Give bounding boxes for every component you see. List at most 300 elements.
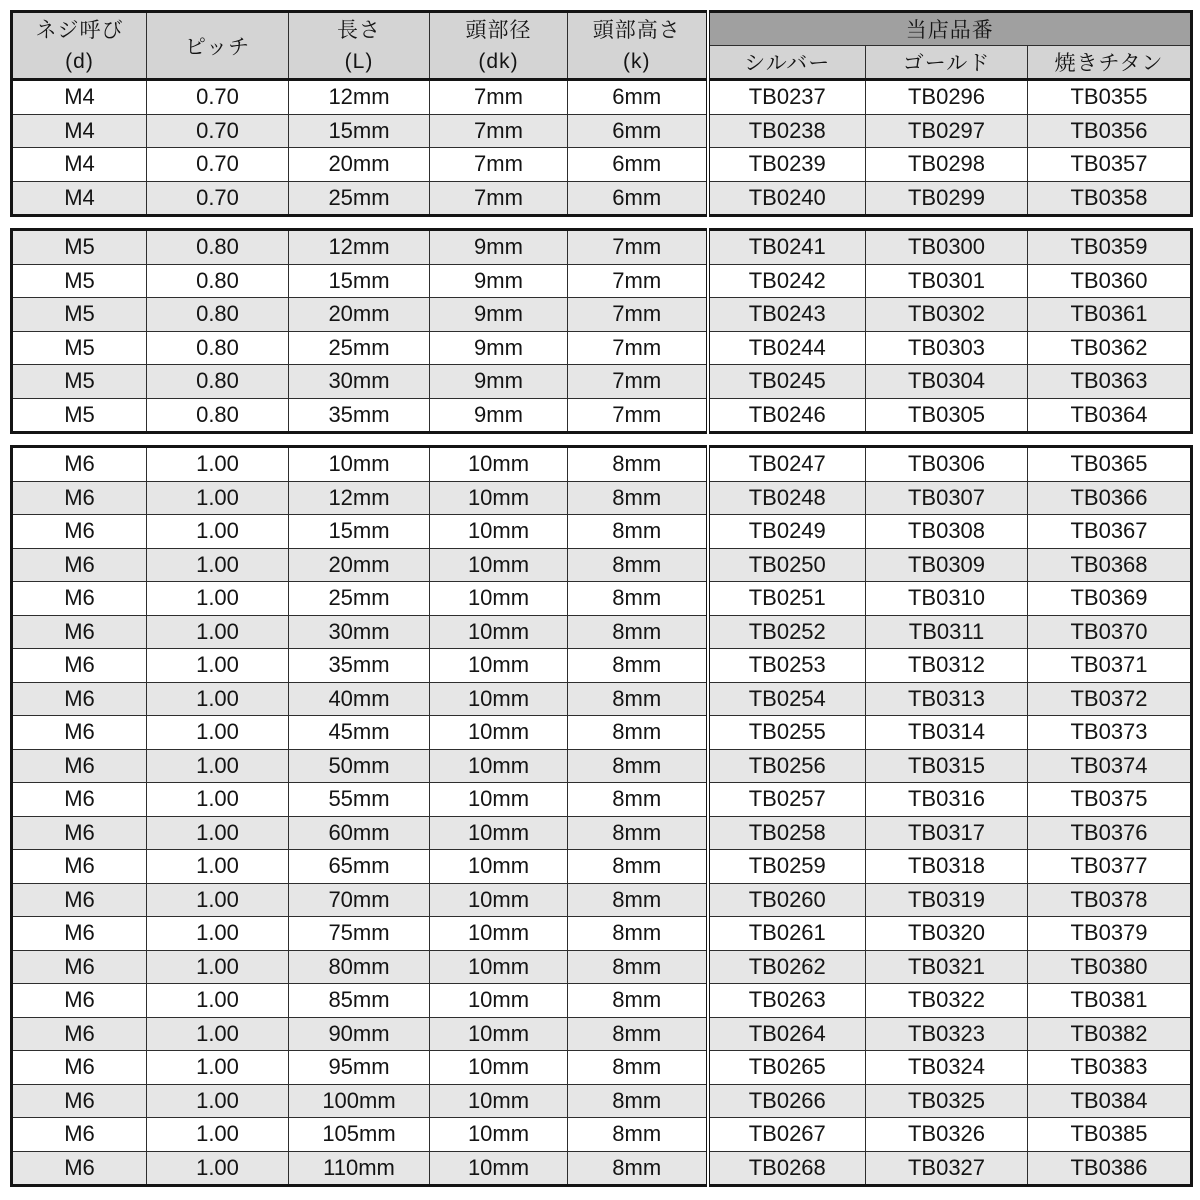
- cell-head-dia: 7mm: [430, 80, 568, 115]
- col-header-length-label: 長さ: [337, 18, 381, 42]
- cell-part-titanium: TB0373: [1028, 716, 1192, 750]
- cell-head-dia: 9mm: [430, 298, 568, 332]
- cell-pitch: 1.00: [147, 1151, 289, 1186]
- cell-head-height: 8mm: [568, 682, 708, 716]
- cell-size: M6: [12, 447, 147, 482]
- cell-head-dia: 9mm: [430, 331, 568, 365]
- cell-part-silver: TB0259: [708, 850, 866, 884]
- cell-size: M6: [12, 783, 147, 817]
- cell-head-dia: 10mm: [430, 481, 568, 515]
- spec-table-header: [12, 12, 1192, 80]
- cell-head-dia: 10mm: [430, 716, 568, 750]
- cell-head-height: 6mm: [568, 148, 708, 182]
- cell-pitch: 1.00: [147, 1118, 289, 1152]
- cell-head-height: 8mm: [568, 950, 708, 984]
- cell-part-titanium: TB0366: [1028, 481, 1192, 515]
- cell-pitch: 1.00: [147, 850, 289, 884]
- cell-part-silver: TB0245: [708, 365, 866, 399]
- cell-pitch: 1.00: [147, 515, 289, 549]
- cell-pitch: 0.80: [147, 331, 289, 365]
- cell-length: 20mm: [289, 548, 430, 582]
- cell-size: M6: [12, 816, 147, 850]
- cell-pitch: 0.70: [147, 114, 289, 148]
- cell-length: 105mm: [289, 1118, 430, 1152]
- cell-part-gold: TB0298: [866, 148, 1028, 182]
- cell-part-gold: TB0300: [866, 230, 1028, 265]
- cell-part-gold: TB0299: [866, 181, 1028, 216]
- cell-head-dia: 10mm: [430, 1084, 568, 1118]
- cell-part-gold: TB0296: [866, 80, 1028, 115]
- spec-row: [12, 548, 1192, 582]
- cell-part-titanium: TB0379: [1028, 917, 1192, 951]
- cell-pitch: 1.00: [147, 984, 289, 1018]
- cell-part-silver: TB0252: [708, 615, 866, 649]
- spec-row: [12, 1051, 1192, 1085]
- cell-part-gold: TB0308: [866, 515, 1028, 549]
- cell-part-titanium: TB0371: [1028, 649, 1192, 683]
- cell-pitch: 0.80: [147, 264, 289, 298]
- col-header-length-symbol: (L): [344, 49, 374, 73]
- cell-length: 20mm: [289, 148, 430, 182]
- spec-row: [12, 850, 1192, 884]
- cell-pitch: 1.00: [147, 716, 289, 750]
- cell-part-titanium: TB0381: [1028, 984, 1192, 1018]
- cell-head-dia: 10mm: [430, 950, 568, 984]
- cell-head-dia: 9mm: [430, 398, 568, 433]
- spec-row: [12, 1151, 1192, 1186]
- cell-size: M5: [12, 264, 147, 298]
- cell-part-gold: TB0314: [866, 716, 1028, 750]
- spec-row: [12, 950, 1192, 984]
- cell-length: 110mm: [289, 1151, 430, 1186]
- cell-length: 60mm: [289, 816, 430, 850]
- spec-row: [12, 331, 1192, 365]
- spec-row: [12, 298, 1192, 332]
- cell-part-gold: TB0316: [866, 783, 1028, 817]
- spec-row: [12, 716, 1192, 750]
- cell-length: 55mm: [289, 783, 430, 817]
- cell-head-height: 7mm: [568, 398, 708, 433]
- col-header-part-titanium: 焼きチタン: [1028, 46, 1192, 80]
- cell-length: 15mm: [289, 264, 430, 298]
- col-header-head-dia: [430, 12, 568, 80]
- cell-length: 12mm: [289, 80, 430, 115]
- cell-head-height: 6mm: [568, 80, 708, 115]
- cell-size: M5: [12, 298, 147, 332]
- cell-part-titanium: TB0360: [1028, 264, 1192, 298]
- cell-part-titanium: TB0383: [1028, 1051, 1192, 1085]
- cell-part-gold: TB0312: [866, 649, 1028, 683]
- cell-pitch: 1.00: [147, 1051, 289, 1085]
- col-header-part-silver: シルバー: [708, 46, 866, 80]
- cell-pitch: 1.00: [147, 917, 289, 951]
- spec-row: [12, 230, 1192, 265]
- cell-size: M6: [12, 1084, 147, 1118]
- col-header-pitch: ピッチ: [147, 12, 289, 80]
- cell-head-height: 6mm: [568, 114, 708, 148]
- cell-head-dia: 7mm: [430, 148, 568, 182]
- cell-part-titanium: TB0372: [1028, 682, 1192, 716]
- cell-part-gold: TB0313: [866, 682, 1028, 716]
- cell-pitch: 1.00: [147, 883, 289, 917]
- cell-head-height: 8mm: [568, 1151, 708, 1186]
- cell-size: M6: [12, 984, 147, 1018]
- cell-size: M5: [12, 398, 147, 433]
- cell-length: 25mm: [289, 331, 430, 365]
- cell-head-dia: 10mm: [430, 783, 568, 817]
- cell-head-height: 8mm: [568, 1084, 708, 1118]
- cell-part-titanium: TB0369: [1028, 582, 1192, 616]
- cell-part-gold: TB0306: [866, 447, 1028, 482]
- cell-head-dia: 10mm: [430, 816, 568, 850]
- col-header-size-label: ネジ呼び: [35, 18, 124, 42]
- cell-head-dia: 10mm: [430, 615, 568, 649]
- cell-pitch: 1.00: [147, 1084, 289, 1118]
- cell-length: 20mm: [289, 298, 430, 332]
- cell-length: 12mm: [289, 481, 430, 515]
- cell-length: 30mm: [289, 615, 430, 649]
- cell-part-gold: TB0303: [866, 331, 1028, 365]
- spec-table-m6: [10, 445, 1193, 1187]
- cell-part-titanium: TB0376: [1028, 816, 1192, 850]
- cell-pitch: 0.70: [147, 80, 289, 115]
- cell-part-silver: TB0266: [708, 1084, 866, 1118]
- cell-head-dia: 10mm: [430, 582, 568, 616]
- cell-part-gold: TB0325: [866, 1084, 1028, 1118]
- cell-head-dia: 7mm: [430, 181, 568, 216]
- cell-part-silver: TB0253: [708, 649, 866, 683]
- cell-part-silver: TB0264: [708, 1017, 866, 1051]
- spec-row: [12, 917, 1192, 951]
- cell-pitch: 1.00: [147, 682, 289, 716]
- cell-length: 90mm: [289, 1017, 430, 1051]
- cell-size: M6: [12, 582, 147, 616]
- spec-row: [12, 365, 1192, 399]
- cell-length: 30mm: [289, 365, 430, 399]
- cell-head-height: 8mm: [568, 1017, 708, 1051]
- cell-part-titanium: TB0362: [1028, 331, 1192, 365]
- cell-part-gold: TB0307: [866, 481, 1028, 515]
- cell-head-height: 8mm: [568, 582, 708, 616]
- cell-head-height: 8mm: [568, 850, 708, 884]
- cell-size: M5: [12, 230, 147, 265]
- col-header-part-number-group: 当店品番: [708, 12, 1192, 46]
- cell-length: 25mm: [289, 181, 430, 216]
- col-header-size-symbol: (d): [65, 49, 94, 73]
- cell-part-silver: TB0265: [708, 1051, 866, 1085]
- cell-head-height: 8mm: [568, 749, 708, 783]
- cell-pitch: 1.00: [147, 749, 289, 783]
- col-header-head-dia-symbol: (dk): [478, 49, 519, 73]
- cell-part-gold: TB0310: [866, 582, 1028, 616]
- cell-part-silver: TB0254: [708, 682, 866, 716]
- cell-head-height: 8mm: [568, 1051, 708, 1085]
- cell-length: 10mm: [289, 447, 430, 482]
- cell-head-height: 6mm: [568, 181, 708, 216]
- cell-part-titanium: TB0363: [1028, 365, 1192, 399]
- cell-pitch: 1.00: [147, 649, 289, 683]
- cell-length: 15mm: [289, 114, 430, 148]
- cell-head-dia: 9mm: [430, 230, 568, 265]
- cell-part-silver: TB0242: [708, 264, 866, 298]
- cell-pitch: 0.80: [147, 398, 289, 433]
- spec-table-m4: [10, 10, 1193, 217]
- cell-part-gold: TB0326: [866, 1118, 1028, 1152]
- cell-part-gold: TB0320: [866, 917, 1028, 951]
- cell-pitch: 0.70: [147, 181, 289, 216]
- cell-part-silver: TB0238: [708, 114, 866, 148]
- cell-head-height: 8mm: [568, 515, 708, 549]
- cell-part-silver: TB0248: [708, 481, 866, 515]
- cell-part-gold: TB0301: [866, 264, 1028, 298]
- cell-head-height: 8mm: [568, 481, 708, 515]
- cell-head-height: 8mm: [568, 1118, 708, 1152]
- cell-size: M6: [12, 749, 147, 783]
- cell-head-dia: 9mm: [430, 365, 568, 399]
- cell-size: M6: [12, 1118, 147, 1152]
- cell-part-silver: TB0263: [708, 984, 866, 1018]
- cell-size: M6: [12, 1017, 147, 1051]
- cell-part-titanium: TB0374: [1028, 749, 1192, 783]
- spec-body-m5: [12, 230, 1192, 433]
- cell-pitch: 0.70: [147, 148, 289, 182]
- cell-length: 40mm: [289, 682, 430, 716]
- col-header-head-dia-label: 頭部径: [465, 18, 532, 42]
- cell-length: 80mm: [289, 950, 430, 984]
- cell-length: 70mm: [289, 883, 430, 917]
- spec-row: [12, 649, 1192, 683]
- cell-pitch: 0.80: [147, 365, 289, 399]
- cell-part-silver: TB0251: [708, 582, 866, 616]
- cell-part-silver: TB0268: [708, 1151, 866, 1186]
- cell-part-titanium: TB0357: [1028, 148, 1192, 182]
- cell-head-dia: 10mm: [430, 850, 568, 884]
- cell-size: M6: [12, 716, 147, 750]
- cell-size: M6: [12, 883, 147, 917]
- cell-pitch: 1.00: [147, 950, 289, 984]
- cell-length: 65mm: [289, 850, 430, 884]
- cell-length: 75mm: [289, 917, 430, 951]
- spec-row: [12, 1017, 1192, 1051]
- cell-size: M6: [12, 917, 147, 951]
- cell-head-dia: 7mm: [430, 114, 568, 148]
- cell-size: M6: [12, 548, 147, 582]
- cell-part-gold: TB0321: [866, 950, 1028, 984]
- cell-part-gold: TB0322: [866, 984, 1028, 1018]
- cell-head-dia: 10mm: [430, 917, 568, 951]
- cell-part-titanium: TB0378: [1028, 883, 1192, 917]
- cell-part-titanium: TB0375: [1028, 783, 1192, 817]
- cell-size: M6: [12, 515, 147, 549]
- cell-part-silver: TB0247: [708, 447, 866, 482]
- cell-part-titanium: TB0386: [1028, 1151, 1192, 1186]
- cell-length: 45mm: [289, 716, 430, 750]
- cell-part-silver: TB0243: [708, 298, 866, 332]
- cell-part-gold: TB0302: [866, 298, 1028, 332]
- col-header-head-height-label: 頭部高さ: [592, 18, 681, 42]
- cell-part-silver: TB0267: [708, 1118, 866, 1152]
- spec-row: [12, 783, 1192, 817]
- cell-length: 85mm: [289, 984, 430, 1018]
- cell-part-silver: TB0237: [708, 80, 866, 115]
- cell-head-height: 8mm: [568, 716, 708, 750]
- cell-head-dia: 10mm: [430, 682, 568, 716]
- cell-part-titanium: TB0359: [1028, 230, 1192, 265]
- cell-part-silver: TB0240: [708, 181, 866, 216]
- cell-head-height: 8mm: [568, 816, 708, 850]
- cell-part-titanium: TB0380: [1028, 950, 1192, 984]
- cell-head-dia: 10mm: [430, 883, 568, 917]
- cell-part-gold: TB0317: [866, 816, 1028, 850]
- cell-pitch: 1.00: [147, 447, 289, 482]
- spec-row: [12, 883, 1192, 917]
- cell-length: 12mm: [289, 230, 430, 265]
- cell-part-gold: TB0311: [866, 615, 1028, 649]
- cell-head-height: 8mm: [568, 883, 708, 917]
- cell-part-silver: TB0241: [708, 230, 866, 265]
- cell-size: M6: [12, 615, 147, 649]
- cell-head-height: 8mm: [568, 615, 708, 649]
- spec-row: [12, 515, 1192, 549]
- spec-row: [12, 615, 1192, 649]
- cell-part-gold: TB0323: [866, 1017, 1028, 1051]
- cell-part-titanium: TB0382: [1028, 1017, 1192, 1051]
- cell-head-dia: 10mm: [430, 984, 568, 1018]
- cell-part-titanium: TB0377: [1028, 850, 1192, 884]
- cell-part-silver: TB0258: [708, 816, 866, 850]
- cell-part-silver: TB0249: [708, 515, 866, 549]
- spec-row: [12, 114, 1192, 148]
- spec-row: [12, 80, 1192, 115]
- cell-size: M6: [12, 481, 147, 515]
- cell-pitch: 1.00: [147, 481, 289, 515]
- cell-head-height: 8mm: [568, 917, 708, 951]
- spec-row: [12, 1118, 1192, 1152]
- cell-head-dia: 10mm: [430, 1017, 568, 1051]
- cell-size: M6: [12, 950, 147, 984]
- col-header-size: [12, 12, 147, 80]
- cell-part-silver: TB0261: [708, 917, 866, 951]
- spec-row: [12, 682, 1192, 716]
- cell-head-height: 8mm: [568, 984, 708, 1018]
- cell-part-gold: TB0309: [866, 548, 1028, 582]
- cell-pitch: 1.00: [147, 816, 289, 850]
- cell-part-silver: TB0260: [708, 883, 866, 917]
- cell-pitch: 0.80: [147, 230, 289, 265]
- cell-head-dia: 9mm: [430, 264, 568, 298]
- cell-length: 95mm: [289, 1051, 430, 1085]
- cell-part-titanium: TB0355: [1028, 80, 1192, 115]
- cell-size: M5: [12, 331, 147, 365]
- cell-head-dia: 10mm: [430, 548, 568, 582]
- cell-length: 35mm: [289, 398, 430, 433]
- cell-head-height: 8mm: [568, 783, 708, 817]
- cell-part-titanium: TB0356: [1028, 114, 1192, 148]
- cell-part-titanium: TB0368: [1028, 548, 1192, 582]
- col-header-length: [289, 12, 430, 80]
- cell-size: M4: [12, 148, 147, 182]
- cell-size: M6: [12, 850, 147, 884]
- spec-row: [12, 749, 1192, 783]
- spec-row: [12, 264, 1192, 298]
- cell-head-height: 7mm: [568, 230, 708, 265]
- cell-part-titanium: TB0365: [1028, 447, 1192, 482]
- cell-head-dia: 10mm: [430, 1118, 568, 1152]
- cell-size: M6: [12, 649, 147, 683]
- cell-head-height: 7mm: [568, 331, 708, 365]
- col-header-head-height: [568, 12, 708, 80]
- cell-head-height: 8mm: [568, 548, 708, 582]
- cell-part-titanium: TB0385: [1028, 1118, 1192, 1152]
- col-header-head-height-symbol: (k): [623, 49, 651, 73]
- cell-head-height: 7mm: [568, 298, 708, 332]
- cell-part-silver: TB0262: [708, 950, 866, 984]
- spec-row: [12, 148, 1192, 182]
- cell-head-dia: 10mm: [430, 1151, 568, 1186]
- cell-part-silver: TB0246: [708, 398, 866, 433]
- cell-part-titanium: TB0364: [1028, 398, 1192, 433]
- cell-part-silver: TB0257: [708, 783, 866, 817]
- cell-length: 100mm: [289, 1084, 430, 1118]
- spec-row: [12, 481, 1192, 515]
- cell-part-gold: TB0318: [866, 850, 1028, 884]
- cell-part-silver: TB0244: [708, 331, 866, 365]
- cell-pitch: 0.80: [147, 298, 289, 332]
- cell-pitch: 1.00: [147, 548, 289, 582]
- spec-body-m4: [12, 80, 1192, 216]
- spec-row: [12, 582, 1192, 616]
- cell-pitch: 1.00: [147, 783, 289, 817]
- cell-length: 15mm: [289, 515, 430, 549]
- cell-head-dia: 10mm: [430, 1051, 568, 1085]
- cell-part-gold: TB0327: [866, 1151, 1028, 1186]
- cell-head-height: 7mm: [568, 365, 708, 399]
- cell-part-titanium: TB0367: [1028, 515, 1192, 549]
- cell-head-dia: 10mm: [430, 447, 568, 482]
- spec-body-m6: [12, 447, 1192, 1186]
- cell-size: M6: [12, 1051, 147, 1085]
- cell-head-height: 8mm: [568, 447, 708, 482]
- spec-row: [12, 398, 1192, 433]
- cell-head-height: 7mm: [568, 264, 708, 298]
- cell-size: M4: [12, 114, 147, 148]
- spec-table-m5: [10, 228, 1193, 434]
- cell-length: 25mm: [289, 582, 430, 616]
- cell-size: M6: [12, 682, 147, 716]
- cell-size: M4: [12, 80, 147, 115]
- cell-part-silver: TB0239: [708, 148, 866, 182]
- cell-head-height: 8mm: [568, 649, 708, 683]
- cell-head-dia: 10mm: [430, 649, 568, 683]
- spec-row: [12, 816, 1192, 850]
- spec-row: [12, 447, 1192, 482]
- cell-part-titanium: TB0358: [1028, 181, 1192, 216]
- cell-length: 50mm: [289, 749, 430, 783]
- cell-part-titanium: TB0370: [1028, 615, 1192, 649]
- cell-part-gold: TB0319: [866, 883, 1028, 917]
- cell-part-gold: TB0304: [866, 365, 1028, 399]
- cell-size: M4: [12, 181, 147, 216]
- cell-pitch: 1.00: [147, 1017, 289, 1051]
- cell-pitch: 1.00: [147, 615, 289, 649]
- spec-row: [12, 181, 1192, 216]
- cell-head-dia: 10mm: [430, 749, 568, 783]
- cell-part-titanium: TB0384: [1028, 1084, 1192, 1118]
- cell-pitch: 1.00: [147, 582, 289, 616]
- col-header-part-gold: ゴールド: [866, 46, 1028, 80]
- cell-length: 35mm: [289, 649, 430, 683]
- cell-part-silver: TB0250: [708, 548, 866, 582]
